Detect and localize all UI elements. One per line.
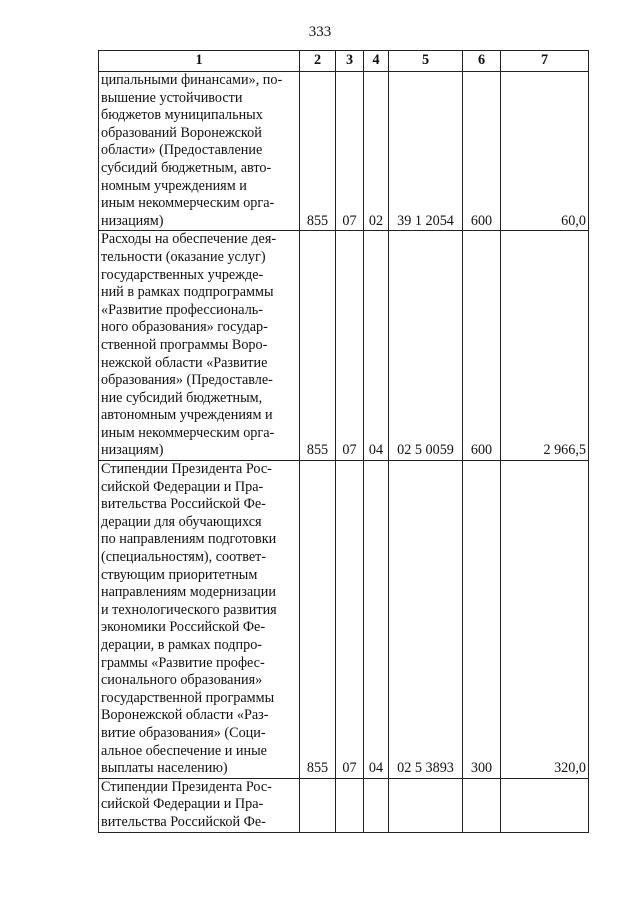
description-line: граммы «Развитие профес- bbox=[101, 654, 265, 671]
table-header-row bbox=[99, 51, 589, 72]
description-line: государственных учрежде- bbox=[101, 266, 264, 283]
amount-value: 60,0 bbox=[501, 72, 589, 231]
description-line: ствующим приоритетным bbox=[101, 566, 258, 583]
description-line: Расходы на обеспечение дея- bbox=[101, 231, 277, 248]
description-line: ного образования» государ- bbox=[101, 319, 268, 336]
ministry-code: 855 bbox=[300, 461, 336, 779]
description-line: по направлениям подготовки bbox=[101, 531, 277, 548]
expense-type-code: 300 bbox=[463, 461, 501, 779]
column-header: 2 bbox=[300, 51, 336, 72]
description-line: вышение устойчивости bbox=[101, 89, 243, 106]
description-line: номным учреждениям и bbox=[101, 177, 247, 194]
description-line: иным некоммерческим орга- bbox=[101, 195, 275, 212]
description-line: сионального образования» bbox=[101, 672, 263, 689]
description-line: экономики Российской Фе- bbox=[101, 619, 266, 636]
table-row bbox=[99, 778, 589, 832]
description-line: тельности (оказание услуг) bbox=[101, 248, 266, 265]
column-header: 4 bbox=[364, 51, 389, 72]
section-code: 07 bbox=[336, 461, 364, 779]
section-code: 07 bbox=[336, 72, 364, 231]
description-line: ний в рамках подпрограммы bbox=[101, 284, 274, 301]
budget-table bbox=[98, 50, 589, 833]
column-header: 5 bbox=[389, 51, 463, 72]
description-line: вительства Российской Фе- bbox=[101, 813, 266, 830]
description-line: ние субсидий бюджетным, bbox=[101, 389, 263, 406]
description-line: ственной программы Воро- bbox=[101, 336, 268, 353]
row-description bbox=[99, 72, 300, 231]
description-line: ципальными финансами», по- bbox=[101, 72, 283, 88]
description-line: направлениям модернизации bbox=[101, 584, 276, 601]
target-item-code: 39 1 2054 bbox=[389, 72, 463, 231]
description-line: субсидий бюджетным, авто- bbox=[101, 159, 272, 176]
description-line: Стипендии Президента Рос- bbox=[101, 461, 272, 478]
table-row bbox=[99, 461, 589, 779]
row-description bbox=[99, 461, 300, 779]
ministry-code: 855 bbox=[300, 231, 336, 461]
expense-type-code: 600 bbox=[463, 231, 501, 461]
description-line: (специальностям), соответ- bbox=[101, 549, 267, 566]
subsection-code: 04 bbox=[364, 231, 389, 461]
section-code: 07 bbox=[336, 231, 364, 461]
subsection-code bbox=[364, 778, 389, 832]
expense-type-code bbox=[463, 778, 501, 832]
description-line: низациям) bbox=[101, 212, 164, 229]
description-line: иным некоммерческим орга- bbox=[101, 424, 275, 441]
description-line: витие образования» (Соци- bbox=[101, 724, 266, 741]
column-header: 7 bbox=[501, 51, 589, 72]
expense-type-code: 600 bbox=[463, 72, 501, 231]
amount-value bbox=[501, 778, 589, 832]
column-header: 6 bbox=[463, 51, 501, 72]
description-line: Воронежской области «Раз- bbox=[101, 707, 269, 724]
description-line: образования» (Предоставле- bbox=[101, 372, 273, 389]
table-row bbox=[99, 72, 589, 231]
column-header: 3 bbox=[336, 51, 364, 72]
description-line: дерации для обучающихся bbox=[101, 513, 262, 530]
description-line: и технологического развития bbox=[101, 601, 277, 618]
amount-value: 2 966,5 bbox=[501, 231, 589, 461]
ministry-code bbox=[300, 778, 336, 832]
description-line: сийской Федерации и Пра- bbox=[101, 478, 264, 495]
description-line: выплаты населению) bbox=[101, 760, 228, 777]
page-number: 333 bbox=[308, 24, 332, 40]
description-line: «Развитие профессиональ- bbox=[101, 301, 264, 318]
description-line: государственной программы bbox=[101, 689, 275, 706]
target-item-code: 02 5 3893 bbox=[389, 461, 463, 779]
column-header: 1 bbox=[99, 51, 300, 72]
description-line: альное обеспечение и иные bbox=[101, 742, 267, 759]
target-item-code: 02 5 0059 bbox=[389, 231, 463, 461]
ministry-code: 855 bbox=[300, 72, 336, 231]
subsection-code: 04 bbox=[364, 461, 389, 779]
description-line: сийской Федерации и Пра- bbox=[101, 796, 264, 813]
target-item-code bbox=[389, 778, 463, 832]
description-line: Стипендии Президента Рос- bbox=[101, 778, 272, 795]
row-description bbox=[99, 231, 300, 461]
amount-value: 320,0 bbox=[501, 461, 589, 779]
description-line: образований Воронежской bbox=[101, 124, 262, 141]
description-line: дерации, в рамках подпро- bbox=[101, 637, 263, 653]
description-line: бюджетов муниципальных bbox=[101, 107, 263, 124]
description-line: низациям) bbox=[101, 442, 164, 459]
description-line: вительства Российской Фе- bbox=[101, 496, 266, 513]
subsection-code: 02 bbox=[364, 72, 389, 231]
row-description bbox=[99, 778, 300, 832]
section-code bbox=[336, 778, 364, 832]
description-line: нежской области «Развитие bbox=[101, 354, 268, 371]
description-line: автономным учреждениям и bbox=[101, 407, 273, 424]
description-line: области» (Предоставление bbox=[101, 142, 263, 159]
table-row bbox=[99, 231, 589, 461]
